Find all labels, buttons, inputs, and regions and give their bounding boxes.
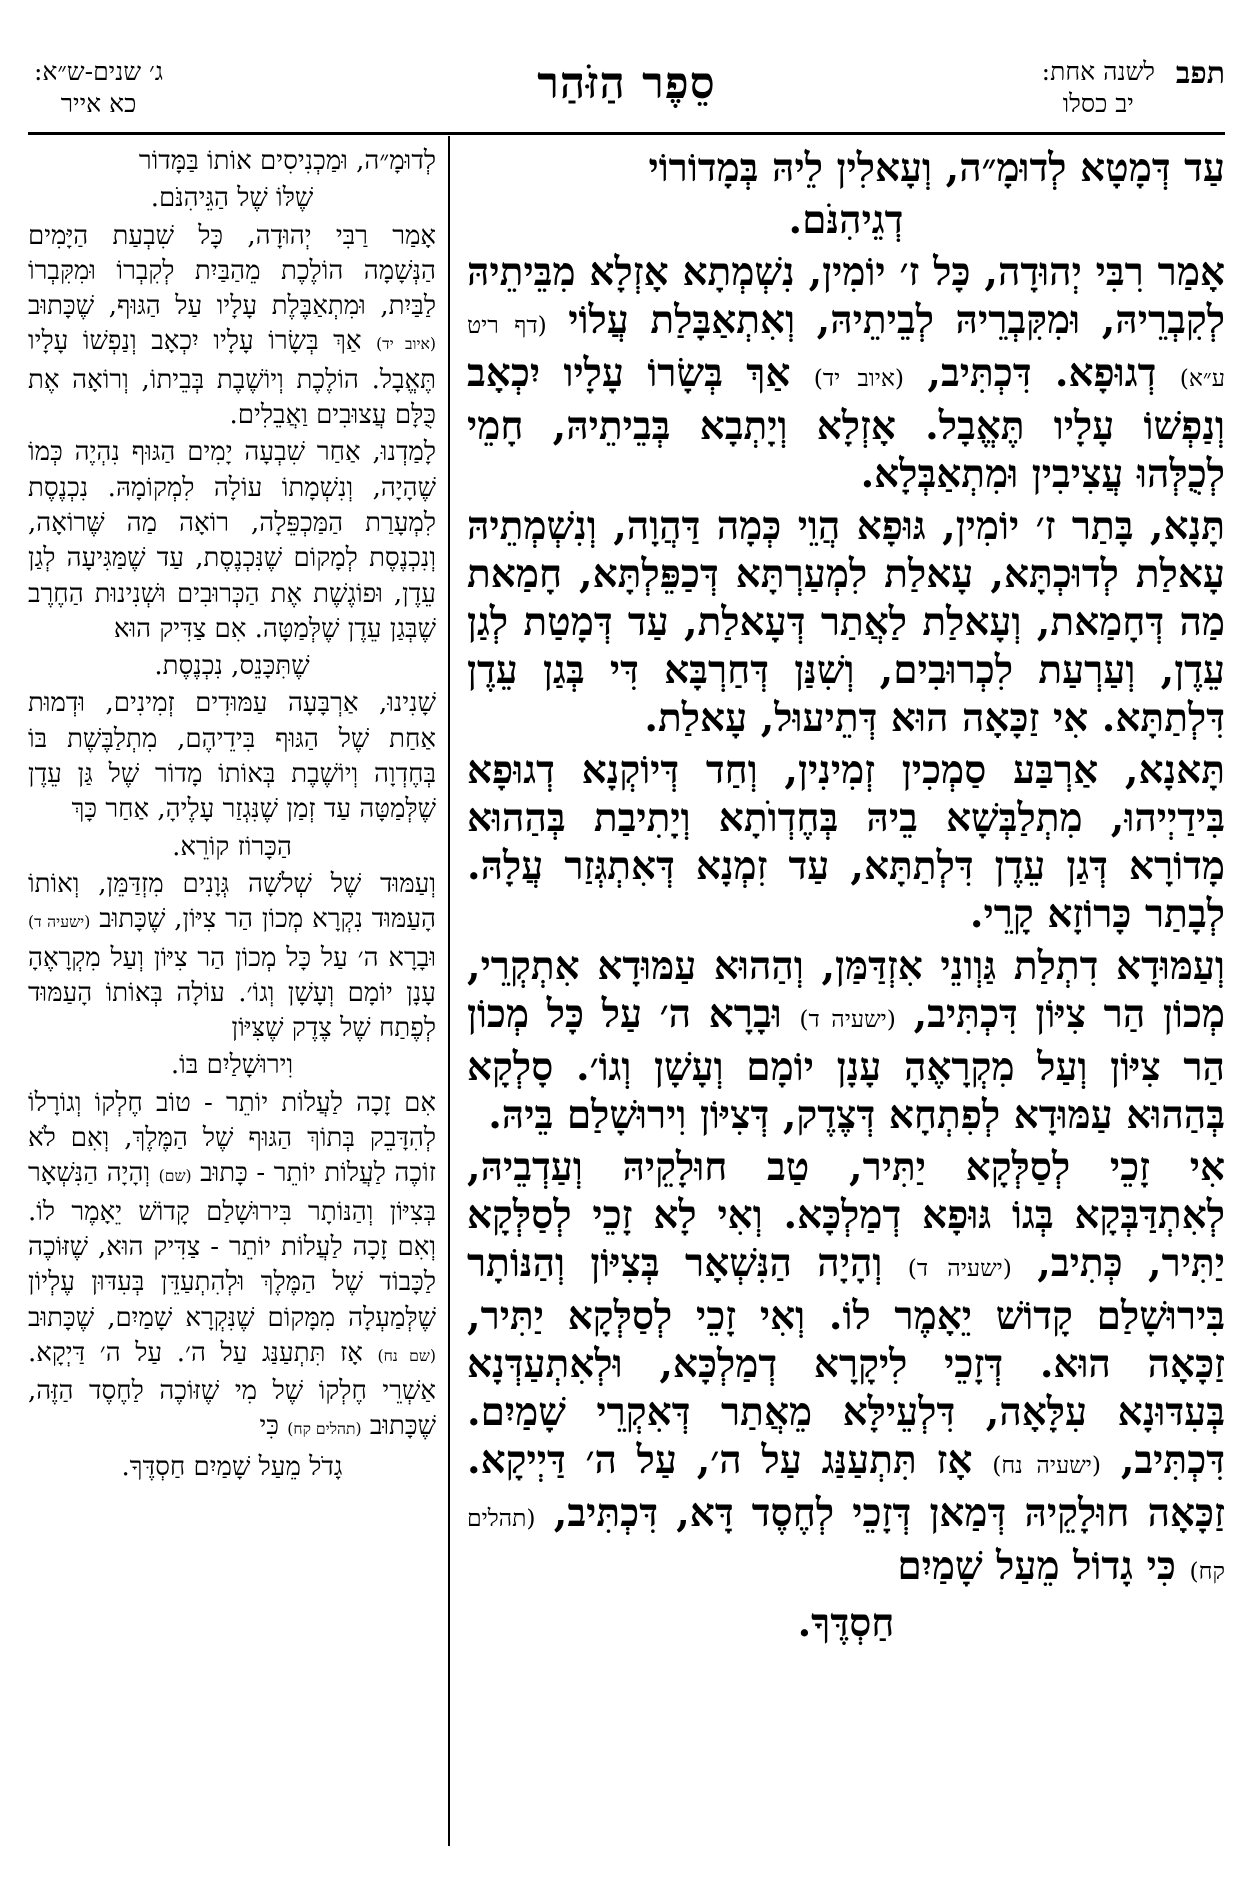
side-paragraph-3	[28, 435, 436, 647]
side-text: שָׁנִינוּ, אַרְבָּעָה עַמּוּדִים זְמִינִים, וּדְמוּת אַחַת שֶׁל הַגּוּף בִּידֵיהֶם, מִתְלַבֶּשֶׁת בּוֹ בְּחֶדְוָה וְיוֹשֶׁבֶת בְּאוֹתוֹ מָדוֹר שֶׁל גַּן עֵדֶן שֶׁלְּמַטָּה עַד זְמַן שֶׁנִּגְזַר עָלֶיהָ, אַחַר כָּךְ	[28, 688, 436, 825]
side-text: אָמַר רַבִּי יְהוּדָה, כָּל שִׁבְעַת הַיָּמִים הַנְּשָׁמָה הוֹלֶכֶת מֵהַבַּיִת לְקִבְרוֹ וּמִקִּבְרוֹ לַבַּיִת, וּמִתְאַבֶּלֶת עָלָיו עַל הַגּוּף, שֶׁכָּתוּב	[28, 220, 436, 322]
schedule-one-year-date: יב כסלו	[1062, 89, 1134, 118]
side-paragraph-3-end	[28, 649, 436, 684]
verse-reference: (תהלים קח)	[287, 1420, 362, 1439]
side-text: לְדוּמָ״ה, וּמַכְנִיסִים אוֹתוֹ בַּמָּדוֹר	[138, 146, 436, 176]
verse-reference: (ישעיה ד)	[799, 1005, 896, 1033]
main-paragraph-3	[467, 502, 1225, 742]
main-text: וּבָרָא ה׳ עַל כָּל מְכוֹן הַר צִיּוֹן וְעַל מִקְרָאֶהָ עָנָן יוֹמָם וְעָשָׁן וְגוֹ׳. סָלְקָא בְּהַהוּא עַמּוּדָא לְפִתְחָא דְּצֶדֶק, דְּצִיּוֹן וִירוּשָׁלַם בֵּיהּ.	[467, 991, 1225, 1138]
page-reference: (דף ריט ע״א)	[467, 311, 1225, 392]
side-text: וִירוּשָׁלַיִם בּוֹ.	[170, 1050, 294, 1081]
main-text: תָּנָא, בָּתַר ז׳ יוֹמִין, גּוּפָא הֲוֵי כְּמָה דַּהֲוָה, וְנִשְׁמְתֵיהּ עָאלַת לְדוּכְתָּא, עָאלַת לִמְעַרְתָּא דְּכַפֵּלְתָּא, חָמַאת מַה דְּחָמַאת, וְעָאלַת לַאֲתַר דְּעָאלַת, עַד דְּמָטַת לְגַן עֵדֶן, וְעַרְעַת לִכְרוּבִים, וְשִׁנַּן דְּחַרְבָּא דִּי בְּגַן עֵדֶן דִּלְתַתָּא. אִי זַכָּאָה הוּא דְּתֵיעוּל, עָאלַת.	[467, 503, 1225, 741]
verse-reference: (ישעיה ד)	[907, 1254, 1012, 1282]
side-paragraph-6-end	[28, 1450, 436, 1485]
schedule-three-years	[34, 56, 163, 120]
page-header	[28, 56, 1225, 128]
page	[28, 40, 1225, 1860]
side-text: גָדֹל מֵעַל שָׁמַיִם חַסְדֶּךָ.	[121, 1451, 343, 1482]
side-text: לָמַדְנוּ, אַחַר שִׁבְעָה יָמִים הַגּוּף נִהְיֶה כְּמוֹ שֶׁהָיָה, וְנִשְׁמָתוֹ עוֹלָה לִמְקוֹמָהּ. נִכְנֶסֶת לִמְעָרַת הַמַּכְפֵּלָה, רוֹאָה מַה שֶּׁרוֹאָה, וְנִכְנֶסֶת לְמָקוֹם שֶׁנִּכְנֶסֶת, עַד שֶׁמַּגִּיעָה לְגַן עֵדֶן, וּפוֹגֶשֶׁת אֶת הַכְּרוּבִים וּשְׁנִינוּת הַחֶרֶב שֶׁבְּגַן עֵדֶן שֶׁלְּמַטָּה. אִם צַדִּיק הוּא	[28, 437, 436, 644]
side-paragraph-1-end	[28, 181, 436, 216]
main-paragraph-5	[467, 942, 1225, 1139]
side-text: כִּי	[259, 1411, 280, 1442]
side-paragraph-5-end	[28, 1048, 436, 1083]
main-text: עַד דְּמָטָא לְדוּמָ״ה, וְעָאלִין לֵיהּ בְּמָדוֹרוֹי	[648, 145, 1225, 191]
main-text: וְעַמּוּדָא דִתְלַת גַּוְונֵי אִזְדַּמַּן, וְהַהוּא עַמּוּדָא אִתְקְרֵי, מְכוֹן הַר צִיּוֹן דִּכְתִּיב,	[467, 943, 1225, 1037]
schedule-one-year-label: לשנה אחת:	[1041, 57, 1155, 86]
column-divider	[448, 136, 450, 1846]
verse-reference: (תהלים קח)	[467, 1504, 1225, 1585]
side-paragraph-4-end	[28, 830, 436, 865]
main-paragraph-4	[467, 746, 1225, 938]
side-text: אִם זָכָה לַעֲלוֹת יוֹתֵר - טוֹב חֶלְקוֹ וְגוֹרָלוֹ לְהִדָּבֵק בְּתוֹךְ הַגּוּף שֶׁל הַמֶּלֶךְ, וְאִם לֹא זוֹכֶה לַעֲלוֹת יוֹתֵר - כָּתוּב	[28, 1087, 436, 1189]
page-number: תפב	[1175, 56, 1225, 91]
main-text: דְגוּפָא. דִּכְתִּיב,	[927, 350, 1157, 396]
side-text: שֶׁלּוֹ שֶׁל הַגֵּיהִנֹּם.	[150, 183, 314, 214]
main-text: אִי זָכֵי לְסַלְּקָא יַתִּיר, טַב חוּלָקֵיהּ וְעַדְבֵיהּ, לְאִתְדַּבְּקָא בְּגוֹ גּוּפָא דְמַלְכָּא. וְאִי לָא זָכֵי לְסַלְּקָא יַתִּיר, כְּתִיב,	[467, 1144, 1225, 1286]
side-paragraph-4	[28, 686, 436, 827]
side-text: וְהָיָה הַנִּשְׁאָר בְּצִיּוֹן וְהַנּוֹתָר בִּירוּשָׁלַם קָדוֹשׁ יֵאָמֶר לוֹ. וְאִם זָכָה לַעֲלוֹת יוֹתֵר - צַדִּיק הוּא, שֶׁזּוֹכֶה לַכָּבוֹד שֶׁל הַמֶּלֶךְ וּלְהִתְעַדֵּן בְּעִדּוּן עֶלְיוֹן שֶׁלְּמַעְלָה מִמָּקוֹם שֶׁנִּקְרָא שָׁמַיִם, שֶׁכָּתוּב	[28, 1158, 436, 1333]
side-paragraph-2	[28, 219, 436, 434]
side-paragraph-1	[28, 144, 436, 179]
header-rule	[28, 132, 1225, 135]
main-text: אָמַר רִבִּי יְהוּדָה, כָּל ז׳ יוֹמִין, נִשְׁמְתָא אָזְלָא מִבֵּיתֵיהּ לְקִבְרֵיהּ, וּמִקִּבְרֵיהּ לְבֵיתֵיהּ, וְאִתְאַבָּלַת עֲלוֹי	[467, 249, 1225, 343]
main-text: דְגֵיהִנֹּם.	[788, 197, 904, 243]
main-column-aramaic	[467, 144, 1225, 1651]
verse-reference: (ישעיה נח)	[992, 1451, 1102, 1479]
schedule-three-years-date: כא אייר	[60, 89, 137, 118]
main-text: אַךְ בְּשָׂרוֹ עָלָיו יִכְאָב וְנַפְשׁוֹ עָלָיו תֶּאֱבָל. אָזְלָא וְיָתְבָא בְּבֵיתֵיהּ, חָמֵי לְכֻלְּהוּ עֲצִיבִין וּמִתְאַבְּלָא.	[467, 350, 1225, 497]
side-column-hebrew	[28, 144, 436, 1487]
side-paragraph-6	[28, 1086, 436, 1448]
main-text: אָז תִּתְעַנַּג עַל ה׳, עַל ה׳ דַּיְיקָא. זַכָּאָה חוּלָקֵיהּ דְּמַאן דְּזָכֵי לְחֶסֶד דָּא, דִּכְתִּיב,	[467, 1437, 1225, 1536]
side-text: וְעַמּוּד שֶׁל שְׁלֹשָׁה גְּוָנִים מִזְדַּמֵּן, וְאוֹתוֹ הָעַמּוּד נִקְרָא מְכוֹן הַר צִיּוֹן, שֶׁכָּתוּב	[28, 868, 436, 935]
side-text: אָז תִּתְעַנַּג עַל ה׳. עַל ה׳ דַּיְקָא. אַשְׁרֵי חֶלְקוֹ שֶׁל מִי שֶׁזּוֹכֶה לַחֶסֶד הַזֶּה, שֶׁכָּתוּב	[28, 1337, 436, 1442]
side-text: וּבָרָא ה׳ עַל כָּל מְכוֹן הַר צִיּוֹן וְעַל מִקְרָאֶהָ עָנָן יוֹמָם וְעָשָׁן וְגוֹ׳. עוֹלָה בְּאוֹתוֹ הָעַמּוּד לְפֶתַח שֶׁל צֶדֶק שֶׁצִּיּוֹן	[28, 942, 436, 1044]
verse-reference: (ישעיה ד)	[28, 913, 91, 932]
side-text: הַכָּרוֹז קוֹרֵא.	[172, 831, 292, 862]
main-paragraph-1-end	[467, 196, 1225, 244]
book-title: סֵפֶר הַזֹּהַר	[537, 58, 716, 109]
main-paragraph-6	[467, 1143, 1225, 1595]
main-paragraph-1	[467, 144, 1225, 192]
side-text: אַךְ בְּשָׂרוֹ עָלָיו יִכְאָב וְנַפְשׁוֹ עָלָיו תֶּאֱבָל. הוֹלֶכֶת וְיוֹשֶׁבֶת בְּבֵיתוֹ, וְרוֹאָה אֶת כֻּלָּם עֲצוּבִים וַאֲבֵלִים.	[28, 326, 436, 431]
schedule-three-years-label: ג׳ שנים-ש״א:	[34, 57, 164, 86]
verse-reference: (שם נח)	[377, 1346, 436, 1365]
verse-reference: (איוב יד)	[376, 335, 436, 354]
main-text: כִּי גָדוֹל מֵעַל שָׁמַיִם	[897, 1543, 1176, 1589]
main-paragraph-6-end	[467, 1599, 1225, 1647]
main-text: חַסְדֶּךָ.	[797, 1600, 895, 1646]
verse-reference: (שם)	[158, 1167, 192, 1186]
side-paragraph-5	[28, 867, 436, 1046]
main-text: וְהָיָה הַנִּשְׁאָר בְּצִיּוֹן וְהַנּוֹתָר בִּירוּשָׁלַם קָדוֹשׁ יֵאָמֶר לוֹ. וְאִי זָכֵי לְסַלְּקָא יַתִּיר, זַכָּאָה הוּא. דְּזָכֵי לִיקָרָא דְמַלְכָּא, וּלְאִתְעַדְּנָא בְּעִדּוּנָא עִלָּאָה, דִּלְעֵילָּא מֵאֲתַר דְּאִקְרֵי שָׁמַיִם. דִּכְתִּיב,	[467, 1240, 1225, 1483]
side-text: שֶׁתִּכָּנֵס, נִכְנֶסֶת.	[154, 651, 310, 682]
main-text: תָּאנָא, אַרְבַּע סַמְכִין זְמִינִין, וְחַד דְּיוֹקְנָא דְגוּפָא בִּידַיְיהוּ, מִתְלַבְּשָׁא בֵיהּ בְּחֶדְוֺתָא וְיָתִיבַת בְּהַהוּא מָדוֹרָא דְּגַן עֵדֶן דִּלְתַתָּא, עַד זִמְנָא דְּאִתְגְּזַר עֲלָהּ. לְבָתַר כָּרוֹזָא קָרֵי.	[467, 747, 1225, 937]
main-paragraph-2	[467, 248, 1225, 498]
verse-reference: (איוב יד)	[813, 364, 905, 392]
